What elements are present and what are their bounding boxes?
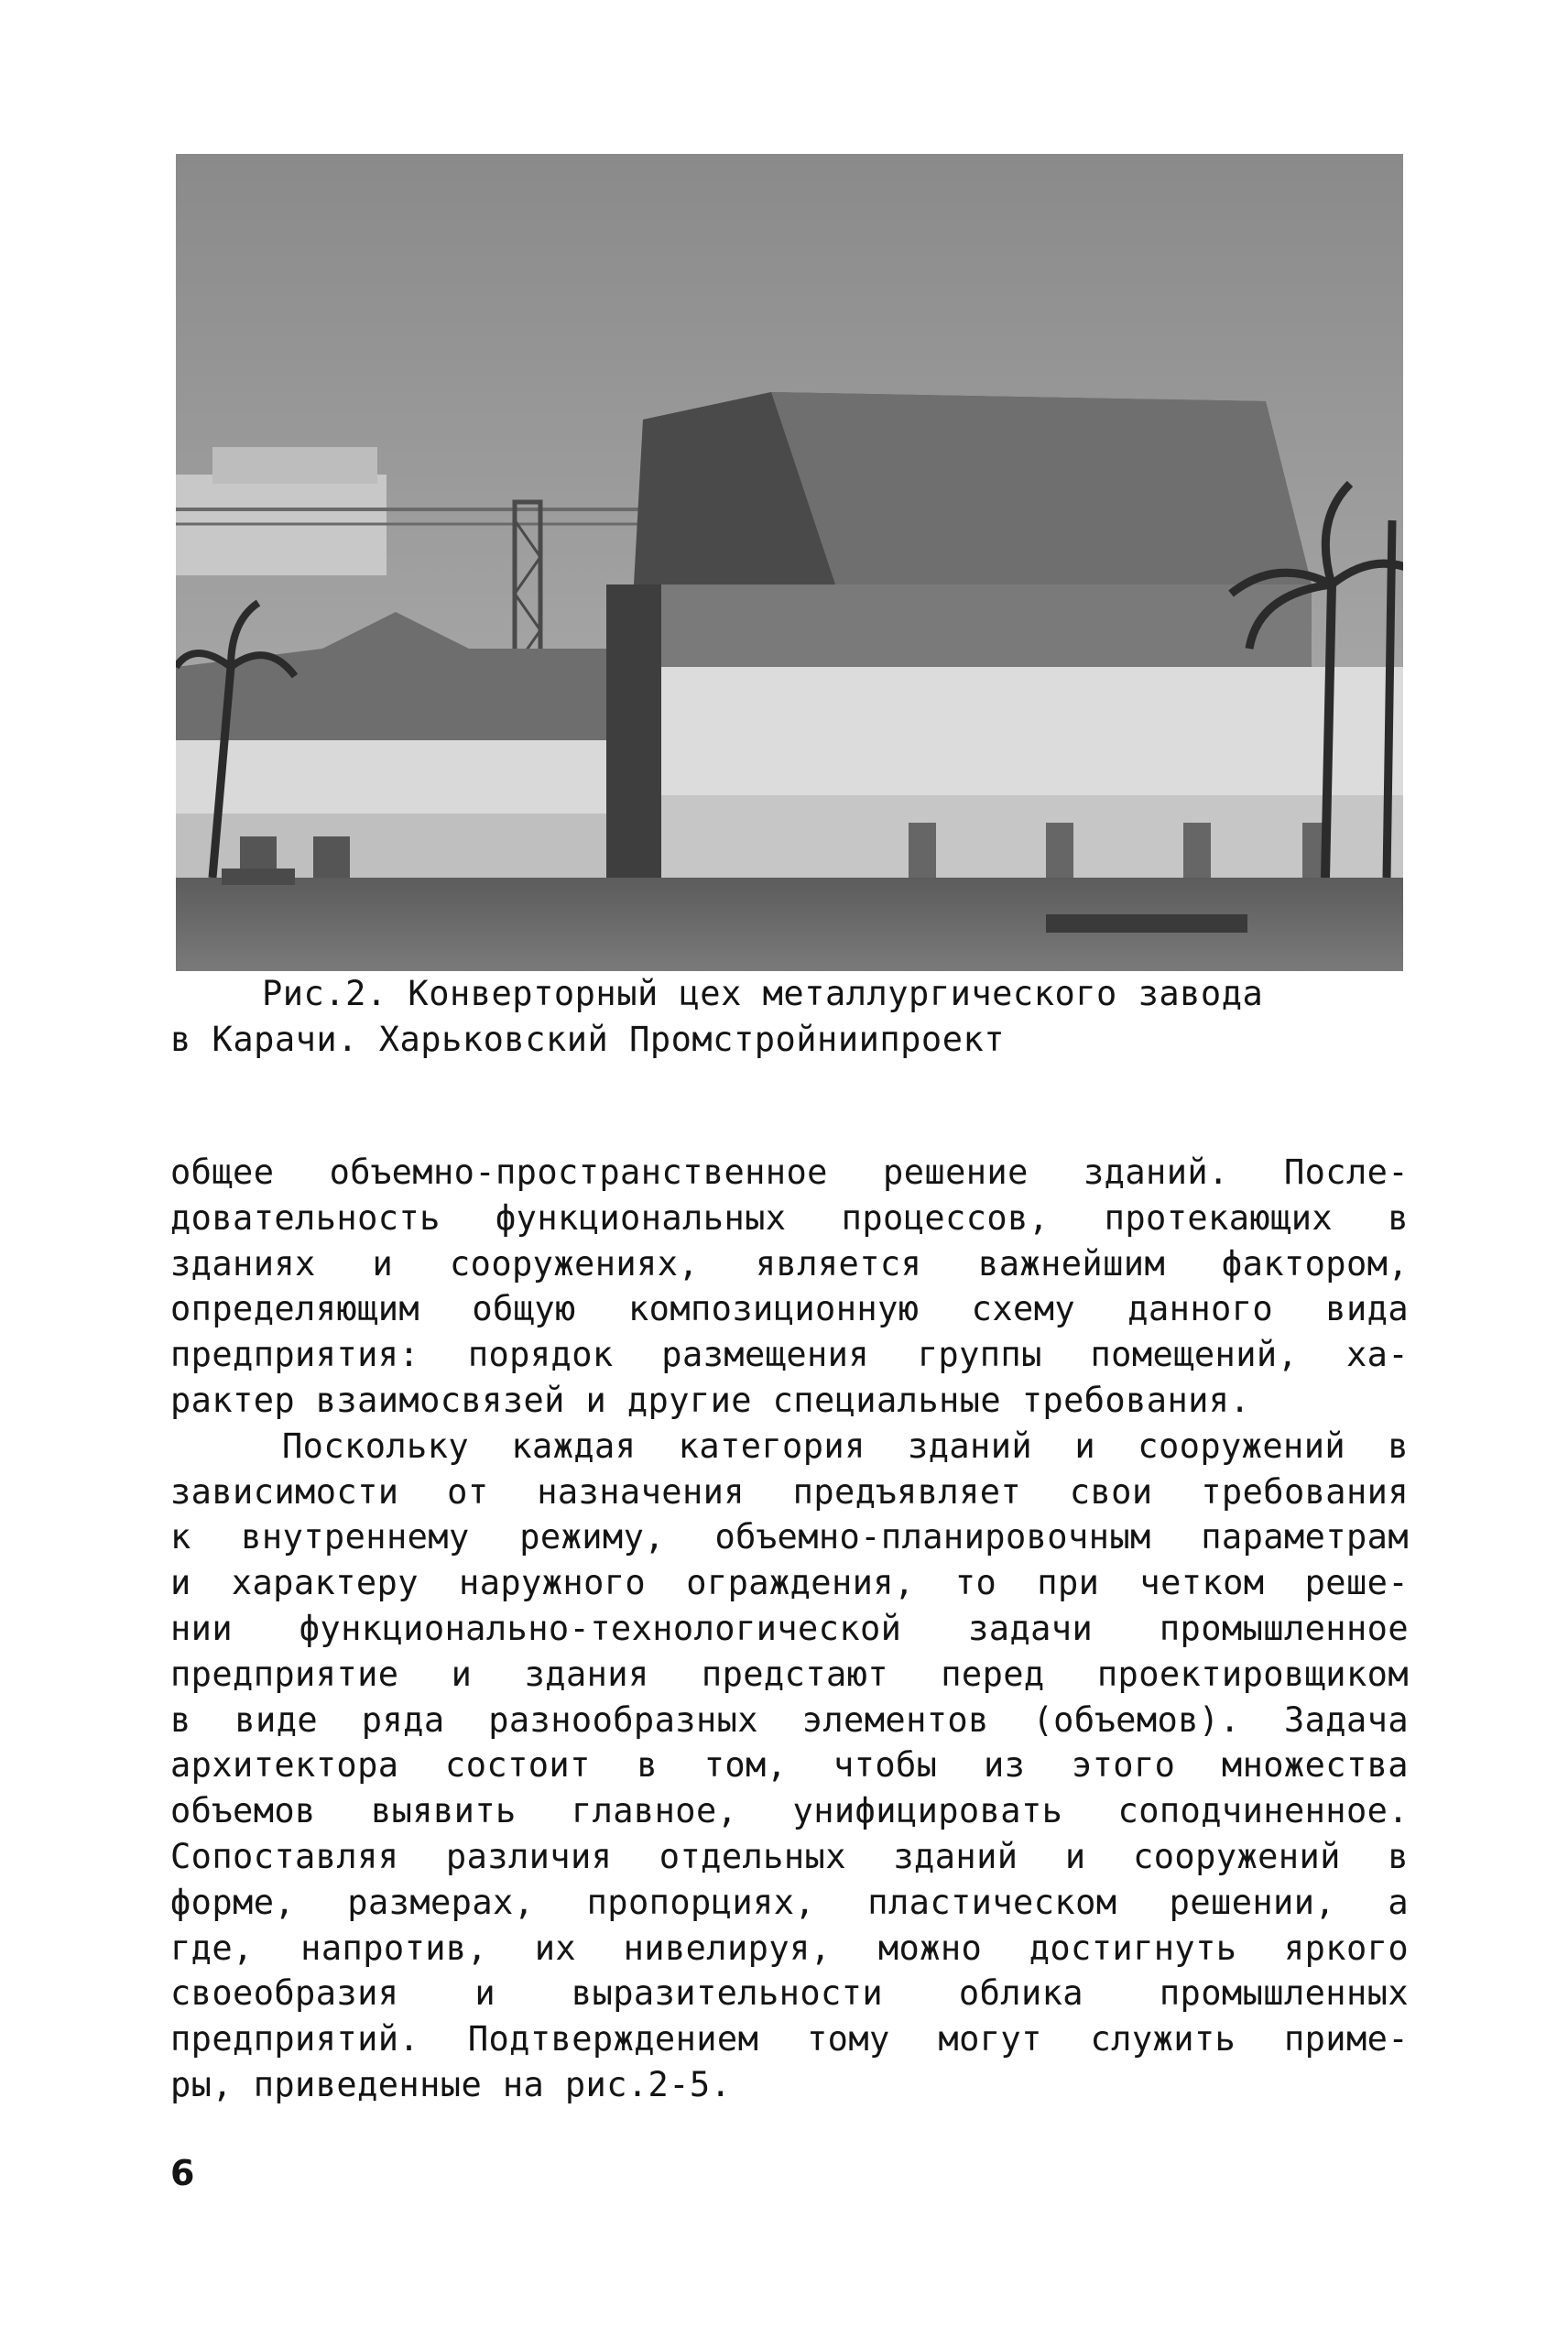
- text-line: определяющим общую композиционную схему данного вида: [170, 1289, 1409, 1329]
- text-line: Поскольку каждая категория зданий и сооружений в: [282, 1426, 1409, 1466]
- text-line: предприятие и здания предстают перед проектировщиком: [170, 1654, 1409, 1694]
- body-text: [170, 1150, 1409, 2108]
- text-line: предприятия: порядок размещения группы помещений, ха-: [170, 1335, 1409, 1375]
- page-number: 6: [170, 2153, 195, 2193]
- caption-line: в Карачи. Харьковский Промстройниипроект: [170, 1020, 1006, 1059]
- caption-line: Рис.2. Конверторный цех металлургического завода: [262, 974, 1264, 1013]
- text-line: зависимости от назначения предъявляет свои требования: [170, 1471, 1409, 1512]
- text-line: зданиях и сооружениях, является важнейшим фактором,: [170, 1243, 1409, 1284]
- text-line: нии функционально-технологической задачи промышленное: [170, 1608, 1409, 1648]
- text-line: архитектора состоит в том, чтобы из этого множества: [170, 1745, 1409, 1786]
- text-line: предприятий. Подтверждением тому могут служить приме-: [170, 2019, 1409, 2059]
- text-line: своеобразия и выразительности облика промышленных: [170, 1973, 1409, 2014]
- figure-caption: [170, 971, 1416, 1063]
- text-line: форме, размерах, пропорциях, пластическом решении, а: [170, 1882, 1409, 1922]
- text-line: рактер взаимосвязей и другие специальные требования.: [170, 1380, 1251, 1420]
- text-line: Сопоставляя различия отдельных зданий и сооружений в: [170, 1836, 1409, 1876]
- text-line: ры, приведенные на рис.2-5.: [170, 2064, 732, 2104]
- text-line: довательность функциональных процессов, протекающих в: [170, 1197, 1409, 1238]
- text-line: общее объемно-пространственное решение зданий. После-: [170, 1153, 1409, 1192]
- text-line: и характеру наружного ограждения, то при четком реше-: [170, 1563, 1409, 1603]
- figure-photo: [176, 154, 1403, 971]
- converter-shop-photo: [176, 154, 1403, 971]
- text-line: в виде ряда разнообразных элементов (объемов). Задача: [170, 1699, 1409, 1740]
- text-line: объемов выявить главное, унифицировать соподчиненное.: [170, 1791, 1409, 1831]
- text-line: где, напротив, их нивелируя, можно достигнуть яркого: [170, 1928, 1409, 1968]
- text-line: к внутреннему режиму, объемно-планировочным параметрам: [170, 1517, 1409, 1557]
